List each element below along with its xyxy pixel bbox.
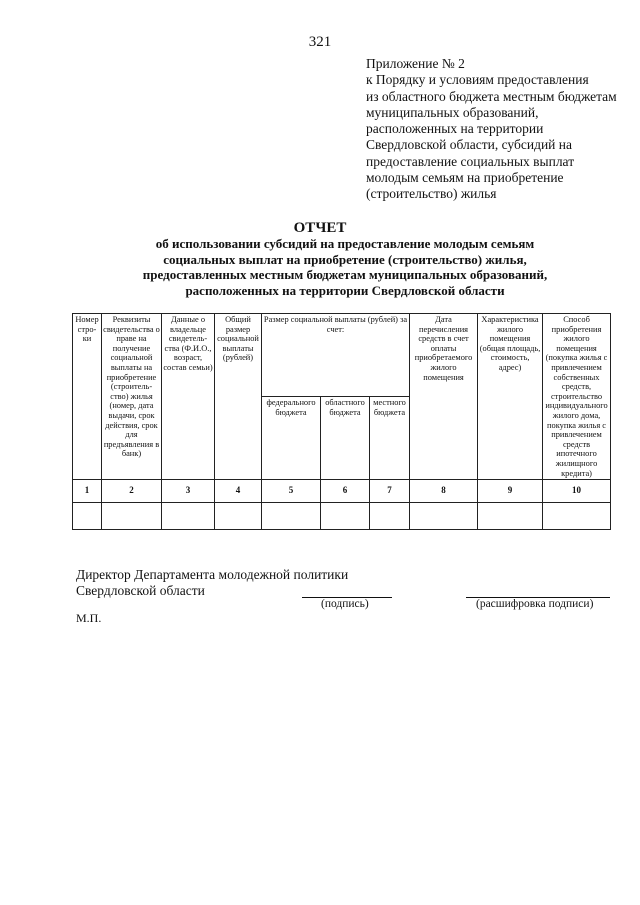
column-number: 4	[215, 480, 262, 503]
subtitle-line: социальных выплат на приобретение (строительство) жилья,	[163, 251, 527, 267]
appendix-line: Свердловской области, субсидий на	[366, 137, 572, 153]
header-local: местного бюджета	[370, 397, 410, 480]
column-number: 10	[543, 480, 611, 503]
empty-cell	[410, 503, 478, 530]
column-number: 5	[262, 480, 321, 503]
report-title: ОТЧЕТ	[293, 220, 347, 236]
empty-cell	[262, 503, 321, 530]
header-row	[73, 314, 611, 397]
header-row-number: Номер стро-ки	[73, 314, 102, 480]
appendix-line: к Порядку и условиям предоставления	[366, 72, 589, 88]
appendix-line: Приложение № 2	[366, 56, 465, 71]
empty-cell	[215, 503, 262, 530]
header-housing: Характеристика жилого помещения (общая площадь, стоимость, адрес)	[478, 314, 543, 480]
subtitle-line: расположенных на территории Свердловской области	[185, 282, 505, 298]
empty-cell	[102, 503, 162, 530]
page-number: 321	[308, 34, 332, 50]
header-regional: областного бюджета	[321, 397, 370, 480]
appendix-line: из областного бюджета местным бюджетам	[366, 88, 617, 104]
header-federal: федерального бюджета	[262, 397, 321, 480]
report-subtitle	[100, 236, 590, 298]
header-certificate: Реквизиты свидетельства о праве на получение социальной выплаты на приобретение (строитель-ство) жилья (номер, дата выдачи, срок действия, срок для предъявления в банк)	[102, 314, 162, 480]
header-holder: Данные о владельце свидетель-ства (Ф.И.О., возраст, состав семьи)	[162, 314, 215, 480]
column-number: 8	[410, 480, 478, 503]
appendix-line: расположенных на территории	[366, 121, 544, 137]
signature-decode-caption: (расшифровка подписи)	[476, 598, 594, 610]
subtitle-line: предоставленных местным бюджетам муниципальных образований,	[142, 267, 548, 282]
column-number: 9	[478, 480, 543, 503]
appendix-line: молодым семьям на приобретение	[366, 170, 564, 186]
signatory-position-line: Директор Департамента молодежной политики	[76, 567, 349, 582]
signatory-position	[76, 567, 348, 599]
column-number: 2	[102, 480, 162, 503]
report-table	[72, 313, 611, 530]
empty-cell	[370, 503, 410, 530]
empty-cell	[543, 503, 611, 530]
header-transfer-date: Дата перечисления средств в счет оплаты приобретаемого жилого помещения	[410, 314, 478, 480]
appendix-line: муниципальных образований,	[366, 104, 539, 120]
appendix-block	[366, 56, 634, 203]
header-total: Общий размер социальной выплаты (рублей)	[215, 314, 262, 480]
signatory-position-line: Свердловской области	[76, 583, 205, 598]
empty-cell	[321, 503, 370, 530]
header-method: Способ приобретения жилого помещения (покупка жилья с привлечением собственных средств, строительство индивидуального жилого дома, покупка жилья с привлечением средств ипотечного жилищного кредита)	[543, 314, 611, 480]
signature-caption: (подпись)	[321, 598, 369, 610]
column-number: 3	[162, 480, 215, 503]
column-number: 1	[73, 480, 102, 503]
appendix-line: (строительство) жилья	[366, 186, 497, 202]
stamp-placeholder: М.П.	[76, 611, 102, 625]
column-number: 6	[321, 480, 370, 503]
column-number-row	[73, 480, 611, 503]
subtitle-line: об использовании субсидий на предоставление молодым семьям	[155, 236, 535, 251]
empty-cell	[478, 503, 543, 530]
column-number: 7	[370, 480, 410, 503]
empty-cell	[162, 503, 215, 530]
appendix-line: предоставление социальных выплат	[366, 153, 575, 169]
table-row	[73, 503, 611, 530]
header-payment-size: Размер социальной выплаты (рублей) за счет:	[262, 314, 410, 397]
empty-cell	[73, 503, 102, 530]
